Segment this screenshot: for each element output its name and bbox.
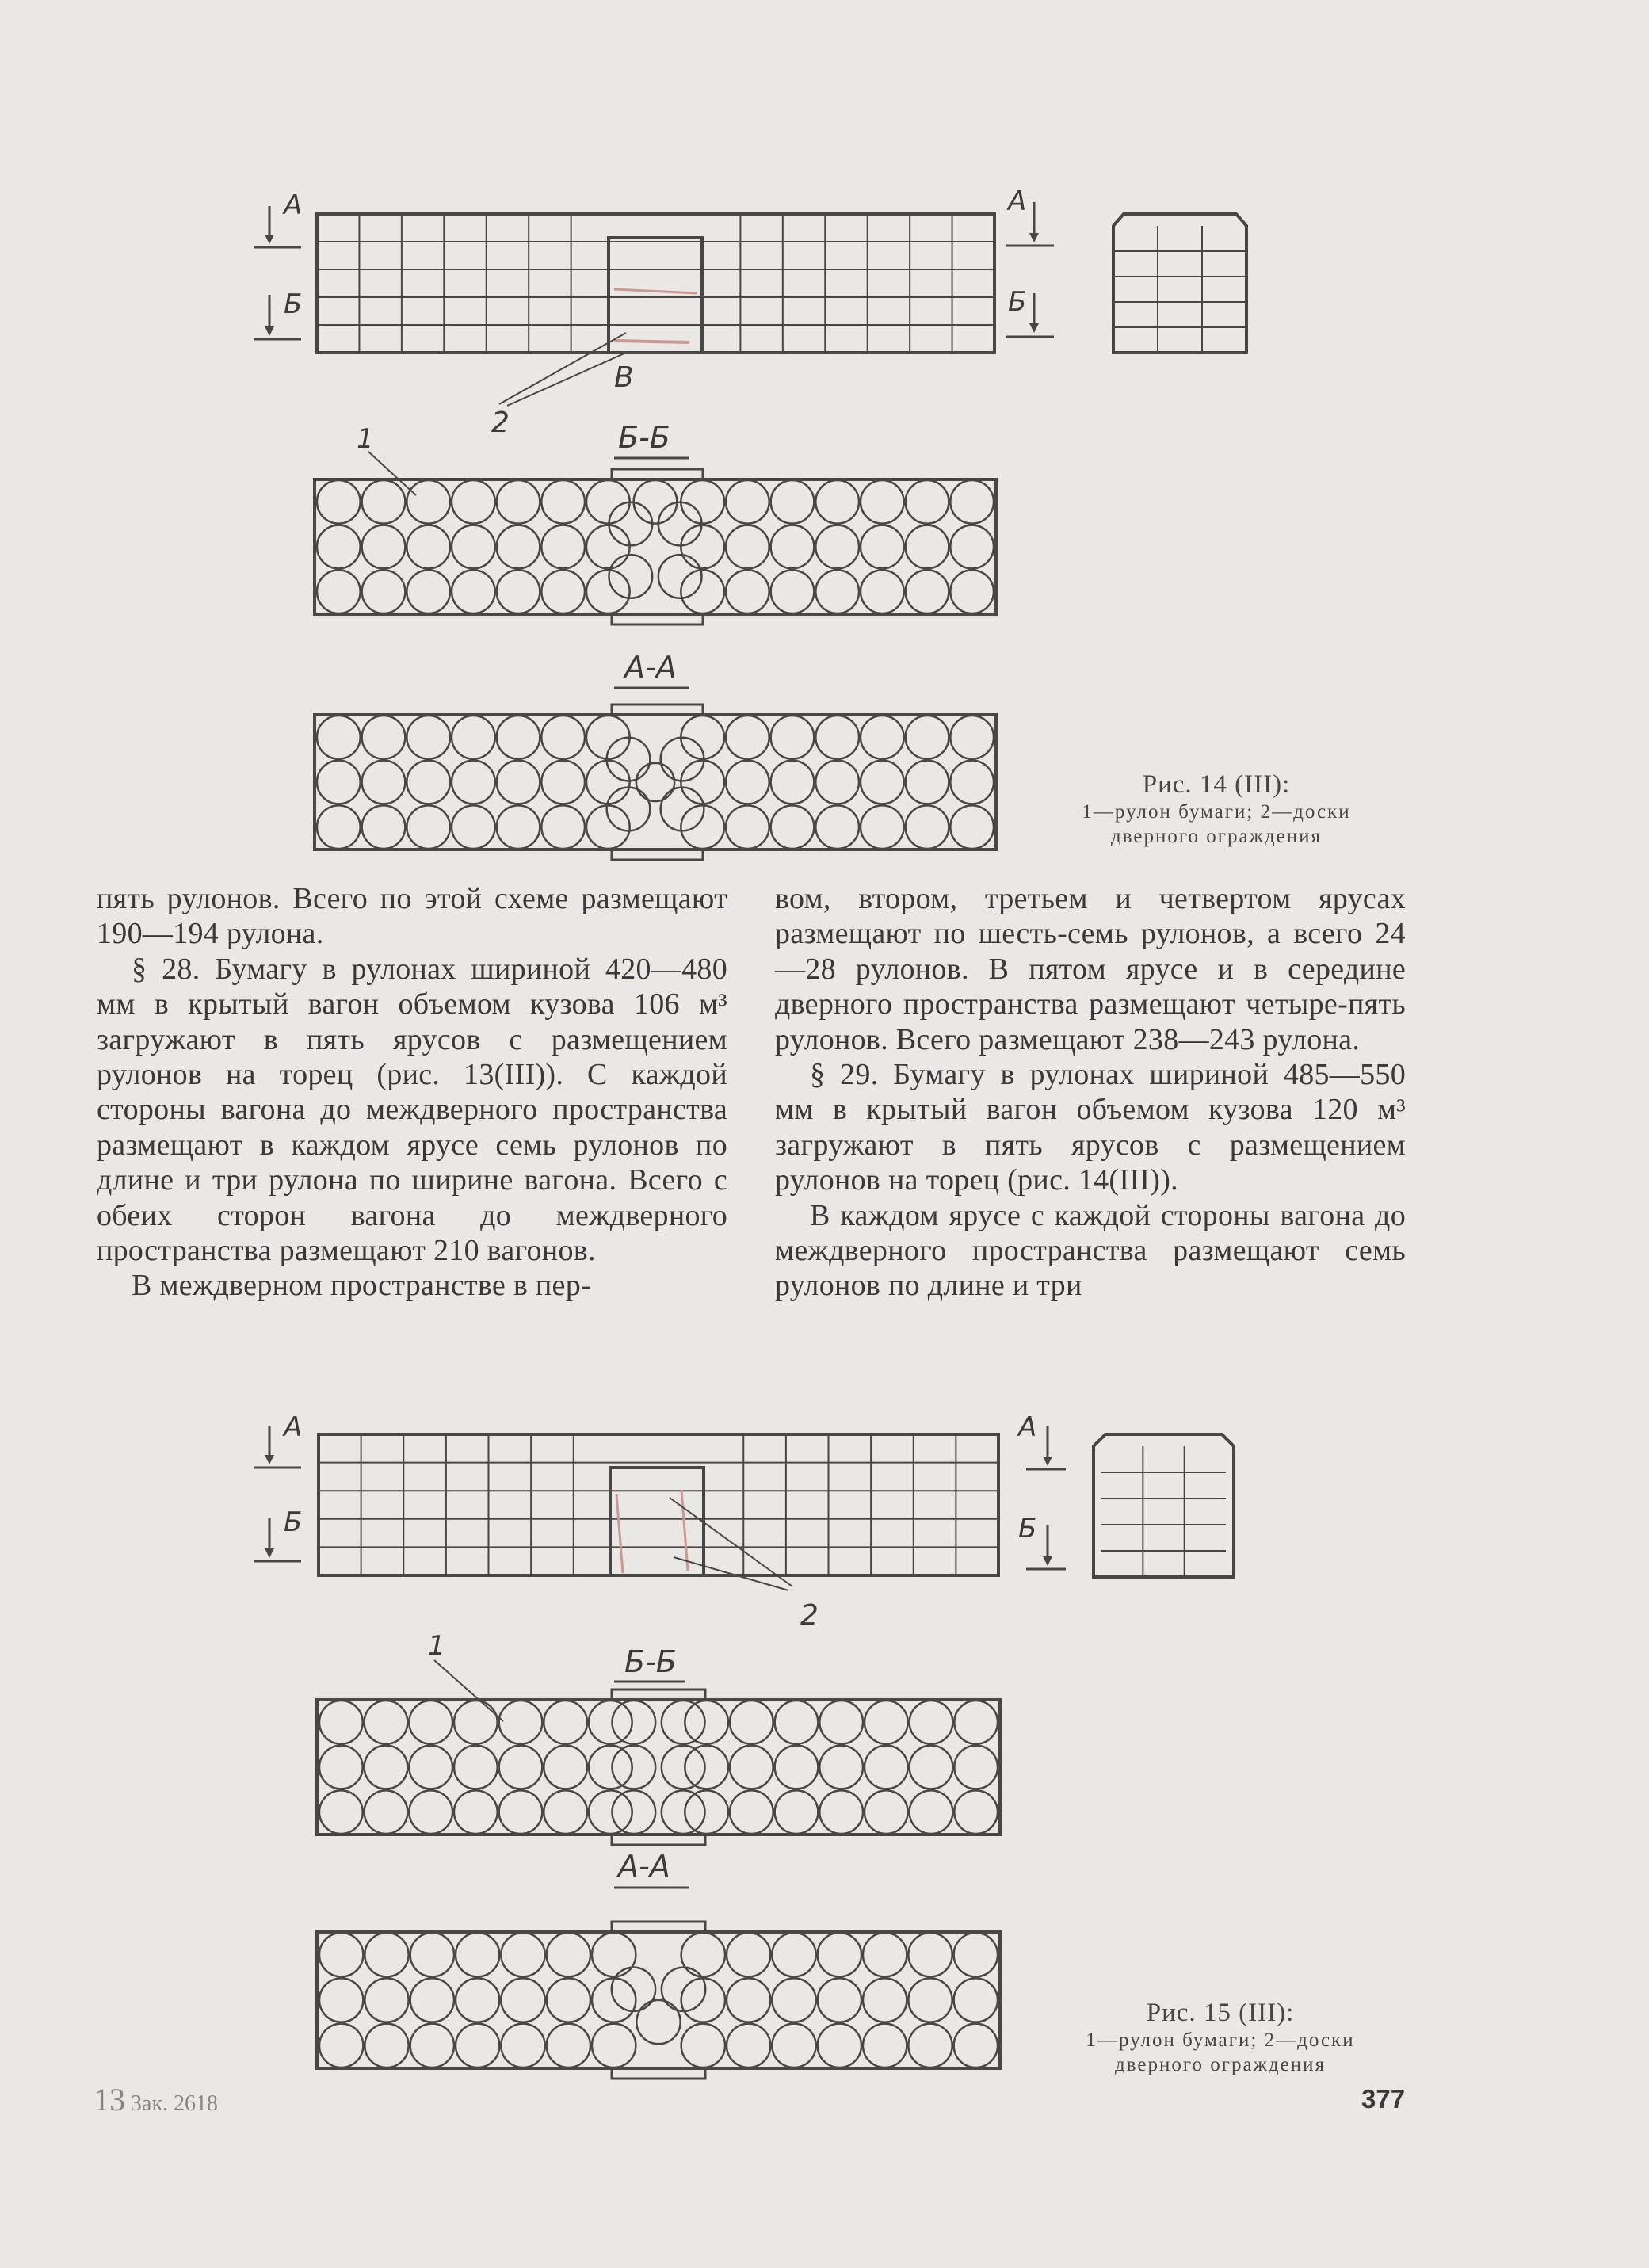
- paper-roll: [452, 805, 495, 849]
- paper-roll: [815, 761, 859, 804]
- paper-roll: [906, 761, 949, 804]
- paper-roll: [685, 1701, 728, 1744]
- paper-roll: [497, 805, 540, 849]
- paper-roll: [319, 2024, 363, 2068]
- paper-roll: [954, 1701, 998, 1744]
- paragraph: пять рулонов. Всего по этой схеме размещают 190—194 рулона.: [97, 882, 727, 951]
- paper-roll: [497, 525, 540, 569]
- paper-roll: [501, 1933, 544, 1976]
- paper-roll: [317, 805, 361, 849]
- paper-roll: [908, 1978, 952, 2022]
- door-board-mark: [681, 1490, 688, 1571]
- paragraph: § 29. Бумагу в рулонах шириной 485—550 мм в крытый вагон объемом кузова 120 м³ загружают в пять ярусов с размещением рулонов на торец (рис. 14(III)).: [775, 1058, 1406, 1197]
- fig14-label-1: 1: [357, 423, 374, 455]
- paper-roll: [865, 1790, 908, 1834]
- fig14-section-aa: [315, 650, 996, 860]
- paper-roll: [410, 1978, 454, 2022]
- paper-roll: [910, 1746, 953, 1789]
- fig14-section-bb: [315, 420, 996, 624]
- paper-roll: [906, 525, 949, 569]
- paper-roll: [815, 716, 859, 759]
- paper-roll: [592, 2024, 636, 2068]
- figure-15: [0, 1395, 1649, 2092]
- paper-roll: [456, 1978, 499, 2022]
- paper-roll: [407, 480, 450, 524]
- paper-roll: [771, 805, 815, 849]
- paper-roll: [906, 716, 949, 759]
- paper-roll: [317, 761, 361, 804]
- paper-roll: [658, 502, 702, 546]
- paper-roll: [586, 480, 630, 524]
- paper-roll: [634, 480, 678, 524]
- paper-roll: [541, 570, 585, 613]
- paper-roll: [863, 1933, 907, 1976]
- paper-roll: [407, 570, 450, 613]
- paper-roll: [681, 1933, 725, 1976]
- paper-roll: [815, 805, 859, 849]
- paper-roll: [410, 1933, 454, 1976]
- paper-roll: [589, 1790, 632, 1834]
- fig14-marker-b-left: Б: [284, 288, 303, 320]
- paper-roll: [681, 525, 724, 569]
- paper-roll: [362, 761, 406, 804]
- paper-roll: [452, 761, 495, 804]
- paper-roll: [499, 1701, 543, 1744]
- paper-roll: [454, 1790, 498, 1834]
- paper-roll: [499, 1746, 543, 1789]
- paper-roll: [452, 480, 495, 524]
- print-order-mark: [94, 2081, 218, 2118]
- right-column: [775, 881, 1406, 1304]
- paper-roll: [865, 1701, 908, 1744]
- paper-roll: [726, 525, 769, 569]
- paper-roll: [661, 788, 704, 831]
- figure-14-caption-title: Рис. 14 (III):: [1142, 770, 1291, 799]
- paragraph: В междверном пространстве в пер-: [132, 1269, 591, 1303]
- paper-roll: [452, 525, 495, 569]
- paper-roll: [365, 1746, 408, 1789]
- paper-roll: [586, 805, 630, 849]
- paper-roll: [819, 1701, 863, 1744]
- paper-roll: [541, 761, 585, 804]
- paper-roll: [950, 805, 994, 849]
- paper-roll: [409, 1790, 452, 1834]
- fig14-label-2: 2: [491, 407, 510, 439]
- fig15-marker-b-left: Б: [284, 1506, 303, 1538]
- paper-roll: [954, 1978, 998, 2022]
- paper-roll: [410, 2024, 454, 2068]
- paper-roll: [906, 805, 949, 849]
- figure-15-caption: [1050, 1999, 1391, 2077]
- paper-roll: [501, 1978, 544, 2022]
- paper-roll: [589, 1701, 632, 1744]
- paper-roll: [365, 1978, 408, 2022]
- paper-roll: [319, 1701, 363, 1744]
- fig15-marker-b-right: Б: [1018, 1513, 1037, 1544]
- paper-roll: [662, 1790, 705, 1834]
- paper-roll: [365, 1933, 408, 1976]
- paper-roll: [861, 716, 904, 759]
- paper-roll: [497, 761, 540, 804]
- paper-roll: [685, 1746, 728, 1789]
- paper-roll: [362, 525, 406, 569]
- paper-roll: [818, 1933, 861, 1976]
- paper-roll: [861, 525, 904, 569]
- paper-roll: [775, 1746, 819, 1789]
- paper-roll: [541, 716, 585, 759]
- paper-roll: [954, 2024, 998, 2068]
- fig14-end-view: [1113, 214, 1246, 353]
- fig14-marker-a-left: А: [284, 189, 303, 221]
- figure-14-drawing: [0, 0, 1649, 872]
- paper-roll: [499, 1790, 543, 1834]
- paper-roll: [906, 480, 949, 524]
- paper-roll: [362, 805, 406, 849]
- paper-roll: [861, 570, 904, 613]
- fig15-label-1: 1: [428, 1630, 445, 1662]
- paper-roll: [727, 2024, 770, 2068]
- fig14-side-view: [254, 185, 1054, 439]
- fig15-end-view: [1094, 1434, 1234, 1577]
- fig15-marker-a-left: А: [284, 1411, 303, 1443]
- door-board-mark: [616, 1494, 623, 1573]
- fig14-label-v: В: [614, 361, 634, 394]
- figure-14: [0, 0, 1649, 872]
- figure-14-caption-legend: 1—рулон бумаги; 2—доски: [1082, 801, 1351, 823]
- fig15-label-2: 2: [800, 1599, 819, 1632]
- paper-roll: [950, 716, 994, 759]
- paper-roll: [775, 1701, 819, 1744]
- paper-roll: [954, 1790, 998, 1834]
- paper-roll: [607, 788, 651, 831]
- paper-roll: [662, 1746, 705, 1789]
- paper-roll: [819, 1746, 863, 1789]
- paper-roll: [865, 1746, 908, 1789]
- paper-roll: [613, 1746, 656, 1789]
- paper-roll: [407, 525, 450, 569]
- paper-roll: [547, 1933, 590, 1976]
- paper-roll: [771, 570, 815, 613]
- paper-roll: [727, 1978, 770, 2022]
- paper-roll: [454, 1701, 498, 1744]
- paper-roll: [950, 570, 994, 613]
- paper-roll: [815, 525, 859, 569]
- paper-roll: [772, 1933, 815, 1976]
- fig15-section-aa: [317, 1849, 1000, 2079]
- paper-roll: [544, 1746, 587, 1789]
- paper-roll: [319, 1746, 363, 1789]
- signature-mark: 13: [94, 2082, 125, 2117]
- paper-roll: [407, 716, 450, 759]
- paper-roll: [636, 763, 674, 801]
- fig14-marker-a-right: А: [1008, 185, 1027, 217]
- paper-roll: [771, 480, 815, 524]
- paper-roll: [730, 1701, 773, 1744]
- paper-roll: [726, 761, 769, 804]
- figure-14-caption-legend-2: дверного ограждения: [1111, 826, 1322, 847]
- paragraph: В каждом ярусе с каждой стороны вагона до междверного пространства размещают семь рулонов по длине и три: [775, 1198, 1406, 1303]
- paper-roll: [908, 1933, 952, 1976]
- paper-roll: [609, 502, 653, 546]
- paper-roll: [544, 1790, 587, 1834]
- paper-roll: [317, 525, 361, 569]
- paper-roll: [501, 2024, 544, 2068]
- paper-roll: [589, 1746, 632, 1789]
- paper-roll: [365, 2024, 408, 2068]
- paper-roll: [726, 570, 769, 613]
- paper-roll: [541, 805, 585, 849]
- paper-roll: [730, 1746, 773, 1789]
- paper-roll: [771, 716, 815, 759]
- paper-roll: [908, 2024, 952, 2068]
- paper-roll: [362, 480, 406, 524]
- paper-roll: [685, 1790, 728, 1834]
- paper-roll: [861, 805, 904, 849]
- paper-roll: [662, 1701, 705, 1744]
- paper-roll: [454, 1746, 498, 1789]
- paper-roll: [586, 525, 630, 569]
- paper-roll: [613, 1701, 656, 1744]
- paper-roll: [815, 480, 859, 524]
- paper-roll: [730, 1790, 773, 1834]
- paper-roll: [954, 1746, 998, 1789]
- paper-roll: [407, 761, 450, 804]
- left-column: [97, 881, 727, 1304]
- door-board-mark: [614, 341, 689, 342]
- paragraph: вом, втором, третьем и четвертом ярусах размещают по шесть-семь рулонов, а всего 24—28 рулонов. В пятом ярусе и в середине дверного пространства размещают четыре-пять рулонов. Всего размещают 238—243 рулона.: [775, 882, 1406, 1056]
- fig14-section-bb-label: Б-Б: [618, 420, 670, 455]
- paper-roll: [319, 1790, 363, 1834]
- paper-roll: [910, 1701, 953, 1744]
- paper-roll: [319, 1933, 363, 1976]
- paper-roll: [547, 2024, 590, 2068]
- paper-roll: [497, 570, 540, 613]
- fig14-section-aa-label: А-А: [624, 650, 677, 685]
- paper-roll: [456, 2024, 499, 2068]
- fig15-section-bb: [317, 1630, 1000, 1845]
- paper-roll: [950, 525, 994, 569]
- paper-roll: [544, 1701, 587, 1744]
- paper-roll: [362, 716, 406, 759]
- paper-roll: [815, 570, 859, 613]
- paper-roll: [726, 716, 769, 759]
- fig15-marker-a-right: А: [1018, 1411, 1037, 1443]
- paper-roll: [317, 570, 361, 613]
- paper-roll: [362, 570, 406, 613]
- paper-roll: [613, 1790, 656, 1834]
- paper-roll: [365, 1701, 408, 1744]
- paper-roll: [772, 2024, 815, 2068]
- order-number: Зак. 2618: [131, 2091, 219, 2116]
- paper-roll: [317, 716, 361, 759]
- paper-roll: [771, 761, 815, 804]
- paper-roll: [409, 1746, 452, 1789]
- paper-roll: [452, 716, 495, 759]
- paper-roll: [319, 1978, 363, 2022]
- paper-roll: [541, 525, 585, 569]
- paper-roll: [317, 480, 361, 524]
- paper-roll: [409, 1701, 452, 1744]
- paper-roll: [775, 1790, 819, 1834]
- paragraph: § 28. Бумагу в рулонах шириной 420—480 мм в крытый вагон объемом кузова 106 м³ загружают в пять ярусов с размещением рулонов на торец (рис. 13(III)). С каждой стороны вагона до междверного пространства размещают в каждом ярусе семь рулонов по длине и три рулона по ширине вагона. Всего с обеих сторон вагона до междверного пространства размещают 210 вагонов.: [97, 952, 727, 1268]
- paper-roll: [906, 570, 949, 613]
- paper-roll: [592, 1933, 636, 1976]
- paper-roll: [950, 480, 994, 524]
- figure-15-caption-legend: 1—рулон бумаги; 2—доски: [1086, 2029, 1355, 2051]
- paper-roll: [772, 1978, 815, 2022]
- figure-15-drawing: [0, 1395, 1649, 2092]
- figure-14-caption: [1046, 770, 1387, 849]
- paper-roll: [497, 716, 540, 759]
- paper-roll: [452, 570, 495, 613]
- paper-roll: [681, 480, 724, 524]
- fig15-section-bb-label: Б-Б: [624, 1644, 677, 1679]
- paper-roll: [863, 1978, 907, 2022]
- paper-roll: [861, 761, 904, 804]
- paper-roll: [547, 1978, 590, 2022]
- paper-roll: [541, 480, 585, 524]
- paper-roll: [954, 1933, 998, 1976]
- paper-roll: [910, 1790, 953, 1834]
- paper-roll: [681, 2024, 725, 2068]
- figure-15-caption-legend-2: дверного ограждения: [1115, 2054, 1326, 2075]
- paper-roll: [818, 1978, 861, 2022]
- paper-roll: [407, 805, 450, 849]
- paper-roll: [727, 1933, 770, 1976]
- paper-roll: [863, 2024, 907, 2068]
- paper-roll: [771, 525, 815, 569]
- door-board-mark: [614, 289, 697, 293]
- paper-roll: [726, 805, 769, 849]
- paper-roll: [861, 480, 904, 524]
- paper-roll: [636, 2000, 680, 2044]
- paper-roll: [456, 1933, 499, 1976]
- fig15-section-aa-label: А-А: [618, 1849, 670, 1884]
- paper-roll: [819, 1790, 863, 1834]
- paper-roll: [818, 2024, 861, 2068]
- page-number: 377: [1361, 2084, 1406, 2113]
- paper-roll: [681, 805, 724, 849]
- paper-roll: [497, 480, 540, 524]
- paper-roll: [726, 480, 769, 524]
- figure-15-caption-title: Рис. 15 (III):: [1146, 1999, 1295, 2027]
- paper-roll: [950, 761, 994, 804]
- fig15-side-view: [254, 1411, 1066, 1632]
- paper-roll: [365, 1790, 408, 1834]
- fig14-marker-b-right: Б: [1008, 286, 1027, 318]
